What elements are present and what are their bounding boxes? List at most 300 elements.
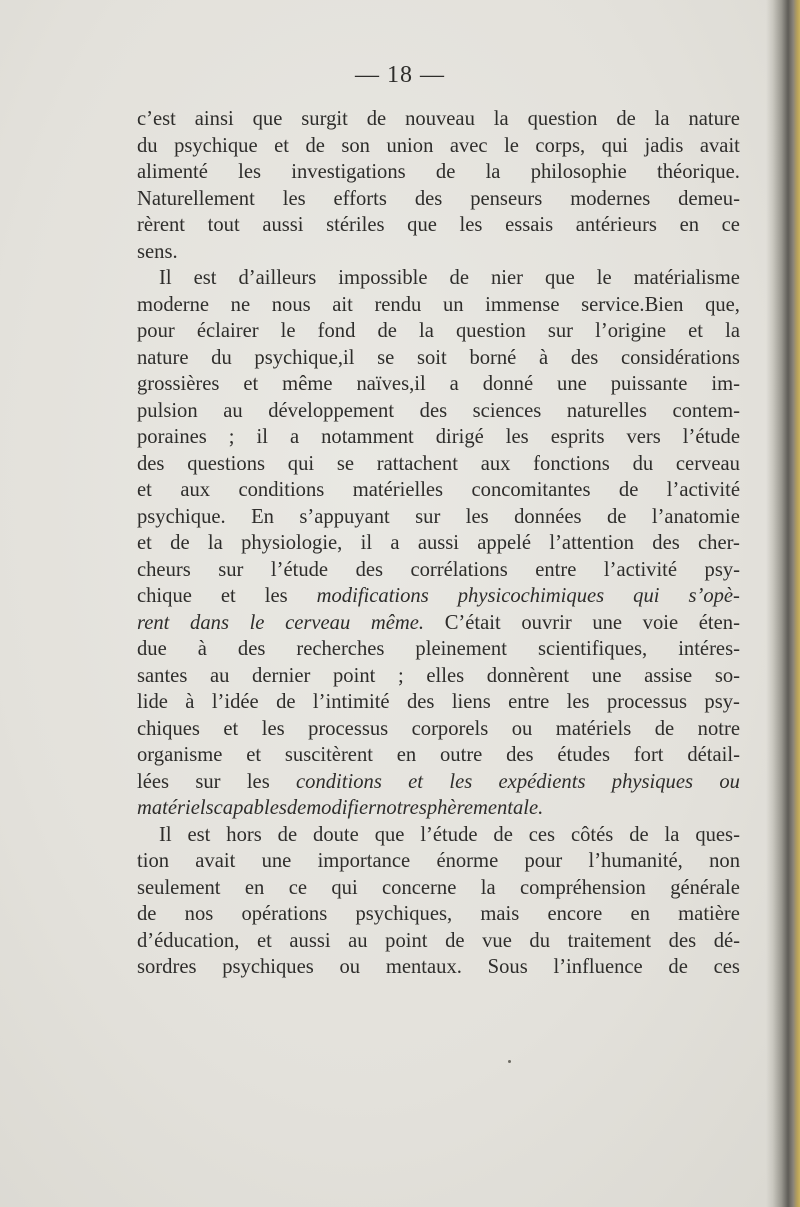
word: hors [226, 823, 262, 846]
word: des [668, 929, 697, 952]
word: les [238, 161, 262, 183]
word: du [211, 346, 232, 369]
word: à [185, 691, 195, 713]
word: poraines [137, 426, 207, 448]
word: même [282, 373, 333, 395]
word: de [137, 903, 157, 925]
word: questions [187, 452, 266, 475]
word: modifier [306, 797, 377, 819]
word: corrélations [410, 558, 508, 581]
text-line [137, 212, 740, 239]
word: qui [633, 585, 660, 607]
text-line [137, 557, 740, 584]
word: des [419, 399, 448, 422]
word: les [261, 717, 285, 740]
word: de [445, 929, 465, 952]
word: doute [313, 823, 359, 846]
word: et [220, 585, 236, 607]
word: les [282, 187, 306, 210]
word: et [688, 320, 704, 342]
word: se [377, 346, 395, 369]
word: opérations [241, 903, 328, 925]
word: matériels [137, 797, 214, 819]
word: stériles [326, 214, 385, 236]
word: corps, [535, 134, 586, 157]
word: voie [642, 611, 679, 634]
word: ouvrir [521, 611, 572, 634]
word: de [618, 479, 639, 501]
word: détail- [687, 744, 740, 766]
word: de [276, 691, 296, 713]
word: du [632, 452, 654, 475]
word: de [629, 823, 649, 846]
word: et [256, 929, 272, 952]
word: une [261, 850, 292, 872]
word: compréhension [519, 876, 646, 899]
word: les [449, 770, 473, 793]
word: tout [207, 214, 240, 236]
word: a [390, 532, 400, 554]
word: notre [697, 717, 740, 740]
word: des [137, 452, 165, 475]
word: de [616, 108, 636, 130]
word: l’humanité, [588, 850, 683, 872]
word: donné [482, 373, 534, 395]
word: en [679, 214, 700, 236]
text-line [137, 318, 740, 345]
word: données [514, 505, 582, 528]
word: corporels [411, 717, 489, 740]
word: la [480, 876, 496, 899]
word: que [544, 267, 575, 289]
word: matériels [555, 717, 632, 740]
word: développement [268, 399, 395, 422]
word: éclairer [196, 320, 259, 342]
word: physiologie, [241, 532, 343, 554]
word: philosophie [530, 161, 627, 183]
word: avec [449, 134, 488, 157]
word: moderne [137, 293, 210, 316]
word: du [529, 929, 551, 952]
word: seulement [137, 876, 221, 899]
text-line [137, 186, 740, 213]
word: liens [451, 691, 491, 713]
word: chique [137, 585, 192, 607]
word: se [336, 452, 354, 475]
word: et [408, 770, 424, 793]
text-line [137, 106, 740, 133]
word: d’éducation, [137, 929, 240, 952]
word: service.Bien [581, 293, 684, 316]
word: pleinement [415, 638, 507, 660]
word: éten- [698, 611, 740, 634]
word: appelé [477, 532, 532, 554]
word: rèrent [137, 214, 186, 236]
word: psychiques, [355, 903, 453, 925]
word: de [606, 505, 627, 528]
word: lées [137, 770, 170, 793]
word: so- [714, 664, 740, 687]
book-binding-edge [766, 0, 800, 1207]
word: ces [528, 823, 556, 846]
word: des [570, 346, 599, 369]
word: l’étude [682, 426, 740, 448]
word: l’activité [603, 558, 678, 581]
word: cher- [698, 532, 740, 554]
word: impossible [338, 267, 428, 289]
word: ce [288, 876, 307, 899]
word: matière [678, 903, 740, 925]
word: côtés [570, 823, 614, 846]
word: le [596, 267, 612, 289]
word: il [256, 426, 268, 448]
word: nos [184, 903, 214, 925]
word: im- [711, 373, 740, 395]
text-line [137, 663, 740, 690]
word: ou [511, 717, 533, 740]
word: la [725, 320, 740, 342]
text-line [137, 477, 740, 504]
text-line [137, 133, 740, 160]
word: au [223, 399, 243, 422]
word: d’ailleurs [238, 267, 317, 289]
word: antérieurs [575, 214, 657, 236]
word: sur [195, 770, 221, 793]
text-line [137, 239, 740, 266]
word: conditions [296, 770, 382, 793]
word: fond [317, 320, 356, 342]
word: immense [485, 293, 560, 316]
word: de [170, 532, 190, 554]
word: processus [606, 691, 688, 713]
word: est [193, 267, 217, 289]
word: générale [670, 876, 740, 899]
text-line [137, 928, 740, 955]
word: c’est [137, 108, 176, 130]
text-line [137, 504, 740, 531]
word: mentale. [472, 797, 544, 819]
word: rent [137, 611, 170, 634]
word: sphère [418, 797, 473, 819]
word: a [289, 426, 300, 448]
word: pulsion [137, 399, 198, 422]
word: elles [426, 664, 465, 687]
word: l’étude [420, 823, 478, 846]
word: mentaux. [385, 956, 462, 978]
word: sur [218, 558, 244, 581]
word: qui [331, 876, 358, 899]
word: s’appuyant [299, 505, 390, 528]
word: processus [308, 717, 389, 740]
word: vue [482, 929, 512, 952]
word: les [505, 426, 529, 448]
text-line [137, 451, 740, 478]
word: des [406, 691, 435, 713]
body-text [137, 106, 740, 981]
ink-speck [508, 1060, 511, 1063]
word: du [137, 134, 158, 157]
word: l’étude [270, 558, 329, 581]
word: rattachent [376, 452, 458, 475]
word: entre [508, 691, 550, 713]
word: ait [332, 293, 353, 316]
word: traitement [567, 929, 652, 952]
word: investigations [291, 161, 406, 183]
word: Il [159, 267, 172, 289]
word: sur [547, 320, 574, 342]
word: que [374, 823, 405, 846]
word: ainsi [194, 108, 234, 130]
word: physiques [611, 770, 693, 793]
word: et [223, 717, 239, 740]
word: les [264, 585, 288, 607]
word: ce [721, 214, 740, 236]
word: études [557, 744, 610, 766]
word: borné [469, 346, 517, 369]
word: de [366, 108, 387, 130]
text-line [137, 716, 740, 743]
word: que, [705, 293, 740, 316]
word: naïves,il [356, 373, 426, 395]
word: psychiques [222, 956, 314, 978]
word: fort [633, 744, 664, 766]
word: et [246, 744, 262, 766]
word: des [414, 187, 443, 210]
text-line [137, 530, 740, 557]
word: l’activité [666, 479, 740, 501]
text-line [137, 265, 740, 292]
word: jadis [644, 134, 684, 157]
word: des [506, 744, 534, 766]
word: la [493, 108, 509, 130]
word: qui [287, 452, 315, 475]
text-line [137, 424, 740, 451]
word: la [419, 320, 434, 342]
word: puissante [610, 373, 688, 395]
word: il [360, 532, 373, 554]
word: point [333, 664, 376, 687]
word: matérialisme [633, 267, 740, 289]
word: soit [417, 346, 447, 369]
word: santes [137, 664, 188, 687]
word: conditions [238, 479, 325, 501]
word: que [407, 214, 437, 236]
text-line [137, 742, 740, 769]
word: organisme [137, 744, 223, 766]
word: modernes [570, 187, 651, 210]
word: penseurs [470, 187, 543, 210]
word: en [630, 903, 650, 925]
word: intéres- [678, 638, 740, 660]
word: recherches [296, 638, 385, 660]
text-line [137, 583, 740, 610]
word: non [709, 850, 740, 872]
word: une [557, 373, 587, 395]
word: chiques [137, 717, 200, 740]
word: un [442, 293, 464, 316]
word: assise [644, 664, 693, 687]
word: de [277, 823, 298, 846]
text-line [137, 292, 740, 319]
word: sur [415, 505, 441, 528]
word: grossières [137, 373, 220, 395]
word: une [591, 664, 622, 687]
word: ques- [695, 823, 740, 846]
word: que [252, 108, 283, 130]
word: même. [370, 611, 425, 634]
word: efforts [333, 187, 387, 210]
word: outre [440, 744, 483, 766]
word: mais [480, 903, 520, 925]
word: son [341, 134, 370, 157]
word: et [137, 532, 152, 554]
word: et [274, 134, 289, 157]
word: ou [719, 770, 740, 793]
word: C’était [444, 611, 501, 634]
word: de [286, 797, 307, 819]
word: nouveau [405, 108, 475, 130]
word: concomitantes [471, 479, 591, 501]
word: Sous [487, 956, 528, 978]
word: au [209, 664, 230, 687]
word: donnèrent [486, 664, 570, 687]
word: capables [213, 797, 287, 819]
word: aux [180, 479, 211, 501]
text-line [137, 159, 740, 186]
word: esprits [550, 426, 605, 448]
word: En [251, 505, 274, 528]
text-line [137, 610, 740, 637]
word: le [249, 611, 265, 634]
word: sciences [472, 399, 542, 422]
word: de [305, 134, 325, 157]
word: cerveau [675, 452, 740, 475]
word: cerveau [285, 611, 351, 634]
word: psychique,il [254, 346, 355, 369]
word: en [244, 876, 265, 899]
text-line [137, 689, 740, 716]
word: les [465, 505, 489, 528]
word: à [539, 346, 549, 369]
word: les [246, 770, 270, 793]
word: naturelles [566, 399, 647, 422]
word: rendu [374, 293, 422, 316]
word: physicochimiques [457, 585, 605, 607]
word: pour [524, 850, 563, 872]
word: question [455, 320, 526, 342]
word: nature [137, 346, 189, 369]
word: dirigé [435, 426, 484, 448]
text-line [137, 848, 740, 875]
word: scientifiques, [537, 638, 648, 660]
word: les [566, 691, 590, 713]
text-line [137, 636, 740, 663]
text-line [137, 345, 740, 372]
text-line [137, 901, 740, 928]
word: les [459, 214, 483, 236]
word: surgit [301, 108, 348, 130]
word: de [435, 161, 456, 183]
word: de [493, 823, 513, 846]
word: ne [230, 293, 251, 316]
word: une [592, 611, 623, 634]
word: de [449, 267, 469, 289]
word: Il [159, 823, 172, 846]
word: dé- [713, 929, 740, 952]
word: énorme [436, 850, 499, 872]
word: l’influence [553, 956, 643, 978]
word: l’anatomie [651, 505, 740, 528]
word: dernier [252, 664, 311, 687]
word: point [385, 929, 428, 952]
word: Naturellement [137, 187, 255, 210]
word: notamment [321, 426, 414, 448]
word: a [449, 373, 459, 395]
word: psy- [704, 691, 740, 713]
page-number: — 18 — [355, 62, 445, 88]
word: ces [713, 956, 740, 978]
word: psychique [174, 134, 258, 157]
word: sens. [137, 240, 178, 263]
word: essais [505, 214, 554, 236]
word: s’opè- [688, 585, 740, 607]
word: la [207, 532, 223, 554]
word: l’origine [595, 320, 667, 342]
text-line [137, 371, 740, 398]
word: le [280, 320, 296, 342]
word: et [243, 373, 259, 395]
word: matérielles [352, 479, 444, 501]
word: et [137, 479, 152, 501]
word: des [237, 638, 266, 660]
word: sordres [137, 956, 197, 978]
word: demeu- [678, 187, 740, 210]
word: nous [271, 293, 311, 316]
word: tion [137, 850, 170, 872]
word: avait [699, 134, 740, 157]
word: encore [547, 903, 603, 925]
text-line [137, 954, 740, 981]
word: alimenté [137, 161, 208, 183]
word: pour [137, 320, 175, 342]
word: qui [601, 134, 628, 157]
word: modifications [316, 585, 429, 607]
word: l’attention [549, 532, 634, 554]
word: l’idée [211, 691, 259, 713]
word: considérations [620, 346, 740, 369]
word: des [652, 532, 680, 554]
text-line [137, 822, 740, 849]
word: ; [397, 664, 404, 687]
word: entre [535, 558, 577, 581]
word: due [137, 638, 167, 660]
word: au [348, 929, 368, 952]
text-line [137, 769, 740, 796]
word: lide [137, 691, 168, 713]
word: notre [376, 797, 419, 819]
word: ou [339, 956, 361, 978]
word: de [668, 956, 688, 978]
text-line [137, 795, 740, 822]
word: psychique. [137, 505, 226, 528]
word: vers [626, 426, 661, 448]
word: cheurs [137, 558, 191, 581]
word: la [664, 823, 680, 846]
word: ; [228, 426, 235, 448]
word: aussi [262, 214, 304, 236]
word: la [485, 161, 501, 183]
word: en [396, 744, 417, 766]
